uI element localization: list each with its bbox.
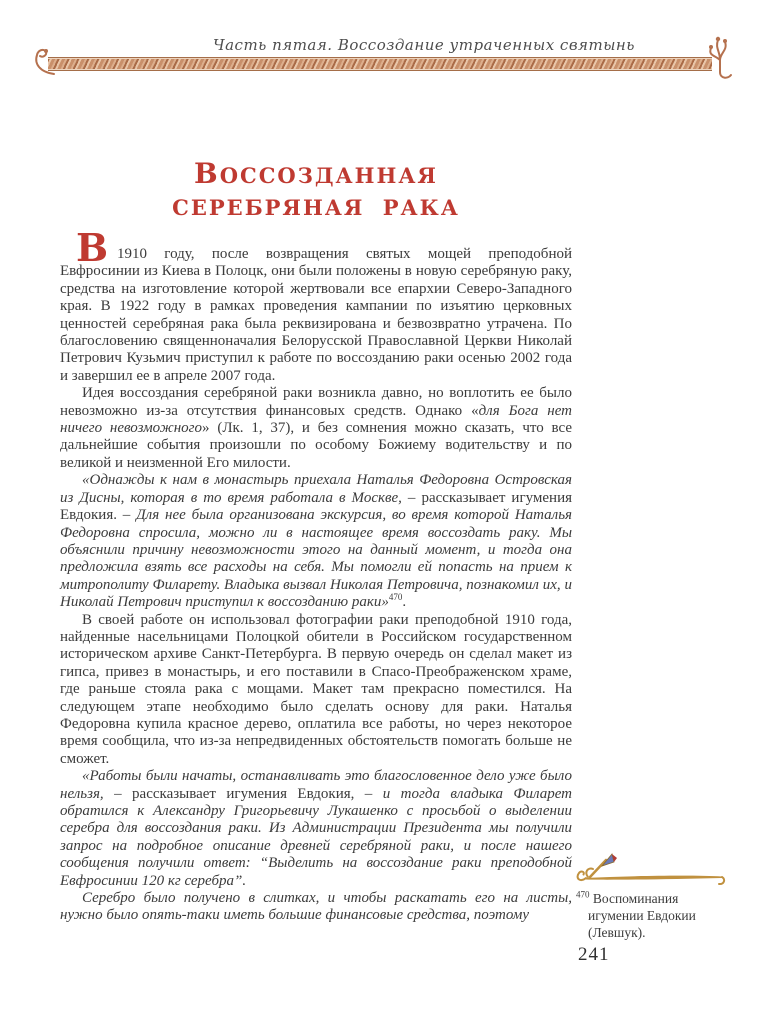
chapter-title bbox=[60, 158, 572, 224]
body-text-segment: Идея воссоздания серебряной раки возникла давно, но воплотить ее было невозможно из-за отсутствия финансовых средств. Однако « bbox=[60, 385, 572, 419]
footnote-reference: 470 bbox=[388, 592, 403, 603]
paragraph bbox=[60, 225, 572, 385]
chapter-title-line-2: СЕРЕБРЯНАЯ РАКА bbox=[172, 195, 460, 220]
body-text-segment: 1910 году, после возвращения святых мощей преподобной Евфросинии из Киева в Полоцк, они были положены в новую серебряную раку, средства на изготовление которой жертвовали все епархии Северо-Западного края. В 1922 году в рамках проведения кампании по изъятию церковных ценностей серебряная рака была реквизирована и безвозвратно утрачена. По благословению священноначалия Белорусской Православной Церкви Николай Петрович Кузьмич приступил к работе по воссозданию раки осенью 2002 года и завершил ее в апреле 2007 года. bbox=[60, 246, 572, 384]
quote-text: «Однажды к нам в монастырь приехала Наталья Федоровна Островская из Дисны, которая в то время работала в Москве, – bbox=[60, 472, 572, 506]
quote-text: для Бога нет ничего невозможного bbox=[60, 402, 572, 437]
body-text-segment: В своей работе он использовал фотографии раки преподобной 1910 года, найденные насельницами Полоцкой обители в Российском государственном историческом архиве Санкт-Петербурга. В первую очередь он сделал макет из гипса, привез в монастырь, и его поставили в Спасо-Преображенском храме, где раньше стояла рака с мощами. Макет там прекрасно поместился. На следующем этапе необходимо было сделать основу для раки. Наталья Федоровна купила красное дерево, оплатила все работы, но через некоторое время сообщила, что из-за непредвиденных обстоятельств помогать больше не сможет. bbox=[60, 611, 572, 767]
footnote-area bbox=[576, 852, 728, 941]
paragraph bbox=[60, 612, 572, 769]
body-text-segment: . bbox=[402, 594, 407, 611]
paragraph bbox=[60, 890, 572, 925]
footnote-text: Воспоминания игумении Евдокии (Левшук). bbox=[588, 891, 696, 940]
quote-text: «Работы были начаты, останавливать это благословенное дело уже было нельзя, – bbox=[60, 768, 572, 802]
right-flourish-icon bbox=[704, 34, 744, 86]
footnote-marker: 470 bbox=[576, 889, 590, 900]
footnote bbox=[576, 890, 728, 941]
chapter-title-line-1: ВОССОЗДАННАЯ bbox=[194, 157, 438, 190]
paragraph bbox=[60, 768, 572, 890]
body-paragraphs bbox=[60, 225, 573, 925]
paragraph bbox=[60, 385, 572, 472]
footnote-ornament-icon bbox=[576, 852, 726, 886]
left-flourish-icon bbox=[28, 46, 56, 80]
quote-text: и тогда владыка Филарет обратился к Александру Григорьевичу Лукашенко с просьбой о выделении серебра для воссоздания раки. Из Администрации Президента мы получили запрос на подробное описание древней серебряной раки, и после нашего сообщения получили ответ: “Выделить на воссоздание раки преподобной Евфросинии 120 кг серебра”. bbox=[60, 785, 573, 889]
quote-text: Серебро было получено в слитках, и чтобы раскатать его на листы, нужно было опять-таки иметь большие финансовые средства, поэтому bbox=[60, 890, 572, 924]
body-text-segment: рассказывает игумения Евдокия. – bbox=[60, 489, 573, 524]
chain-border-ornament bbox=[48, 57, 712, 71]
quote-text: Для нее была организована экскурсия, во время которой Наталья Федоровна спросила, можно ли в настоящее время воссоздать раку. Мы объяснили причину невозможности этого на данный момент, и тогда она предложила взять все расходы на себя. Мы помогли ей попасть на прием к митрополиту Филарету. Владыка вызвал Николая Петровича, познакомил их, и Николай Петрович приступил к воссозданию раки» bbox=[60, 507, 573, 611]
page-number: 241 bbox=[578, 944, 610, 965]
running-head: Часть пятая. Воссоздание утраченных святынь bbox=[213, 36, 635, 54]
drop-cap: В bbox=[76, 225, 109, 270]
paragraph bbox=[60, 472, 572, 611]
body-text-segment: рассказывает игумения Евдокия, – bbox=[132, 785, 383, 802]
body-text-segment: » (Лк. 1, 37), и без сомнения можно сказать, что все дальнейшие события произошли по особому Божиему водительству и по великой и неизменной Его милости. bbox=[60, 420, 572, 471]
